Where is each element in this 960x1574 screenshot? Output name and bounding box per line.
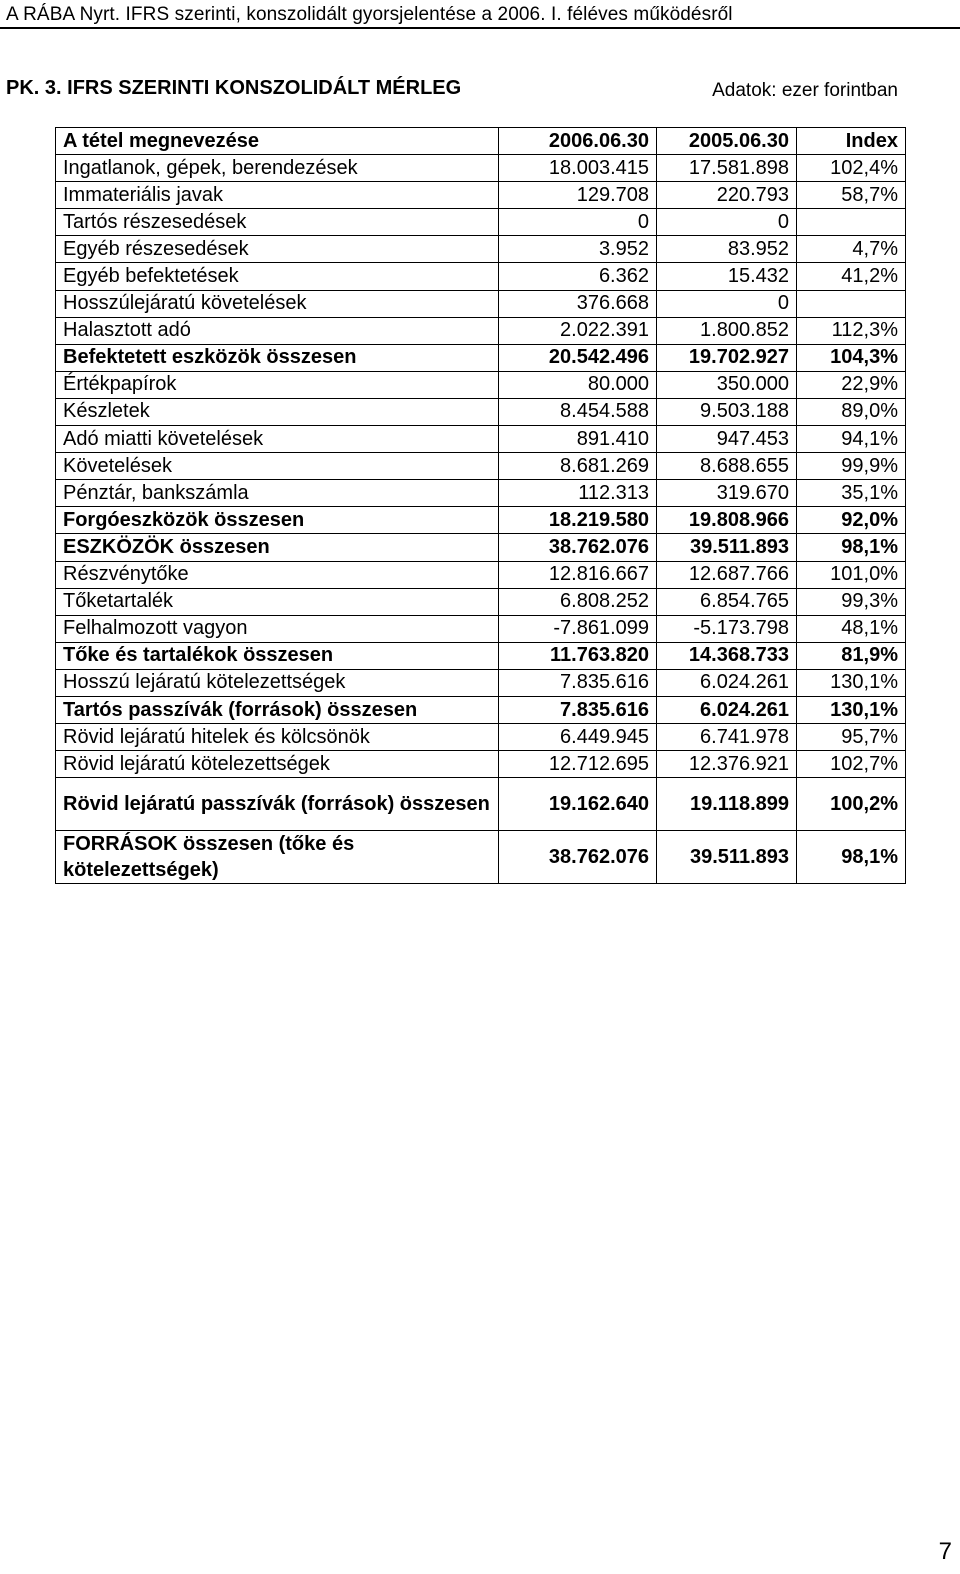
row-index: 22,9% [797, 371, 906, 398]
row-value-2006: 129.708 [499, 182, 657, 209]
row-index: 98,1% [797, 534, 906, 561]
row-index: 112,3% [797, 317, 906, 344]
table-row-total [56, 642, 906, 669]
row-value-2006: 11.763.820 [499, 642, 657, 669]
row-name: Rövid lejáratú hitelek és kölcsönök [56, 724, 499, 751]
row-value-2006: 18.219.580 [499, 507, 657, 534]
row-value-2006: 8.454.588 [499, 398, 657, 425]
row-value-2006: 12.816.667 [499, 561, 657, 588]
table-row [56, 588, 906, 615]
balance-sheet-table [55, 127, 906, 884]
header-index: Index [797, 128, 906, 155]
row-name: Tartós részesedések [56, 209, 499, 236]
row-value-2005: 319.670 [657, 480, 797, 507]
table-row [56, 453, 906, 480]
row-index: 58,7% [797, 182, 906, 209]
row-index: 94,1% [797, 426, 906, 453]
row-index: 89,0% [797, 398, 906, 425]
row-index: 102,7% [797, 751, 906, 778]
row-value-2006: 6.449.945 [499, 724, 657, 751]
row-name: Tartós passzívák (források) összesen [56, 696, 499, 723]
row-name: Értékpapírok [56, 371, 499, 398]
header-item-name: A tétel megnevezése [56, 128, 499, 155]
row-value-2005: 6.741.978 [657, 724, 797, 751]
row-value-2006: 38.762.076 [499, 534, 657, 561]
row-value-2005: 12.687.766 [657, 561, 797, 588]
section-title: PK. 3. IFRS SZERINTI KONSZOLIDÁLT MÉRLEG [6, 77, 462, 99]
row-index: 102,4% [797, 155, 906, 182]
row-index [797, 209, 906, 236]
table-row [56, 236, 906, 263]
table-header-row [56, 128, 906, 155]
table-row [56, 669, 906, 696]
row-index: 104,3% [797, 344, 906, 371]
row-index: 99,3% [797, 588, 906, 615]
row-value-2005: 6.024.261 [657, 696, 797, 723]
row-index: 99,9% [797, 453, 906, 480]
row-name: ESZKÖZÖK összesen [56, 534, 499, 561]
row-value-2006: 12.712.695 [499, 751, 657, 778]
row-name: Részvénytőke [56, 561, 499, 588]
running-header: A RÁBA Nyrt. IFRS szerinti, konszolidált gyorsjelentése a 2006. I. féléves működésről [6, 4, 733, 25]
row-value-2006: 7.835.616 [499, 696, 657, 723]
row-value-2006: 112.313 [499, 480, 657, 507]
row-name: FORRÁSOK összesen (tőke és kötelezettségek) [56, 831, 499, 884]
table-row [56, 371, 906, 398]
row-value-2005: 6.854.765 [657, 588, 797, 615]
table-row [56, 263, 906, 290]
row-name: Készletek [56, 398, 499, 425]
row-name: Hosszúlejáratú követelések [56, 290, 499, 317]
row-name: Felhalmozott vagyon [56, 615, 499, 642]
row-index: 100,2% [797, 778, 906, 831]
row-name: Immateriális javak [56, 182, 499, 209]
row-value-2005: 6.024.261 [657, 669, 797, 696]
units-note: Adatok: ezer forintban [712, 80, 898, 101]
row-value-2006: 80.000 [499, 371, 657, 398]
table-row [56, 155, 906, 182]
row-value-2006: 7.835.616 [499, 669, 657, 696]
header-2006: 2006.06.30 [499, 128, 657, 155]
row-value-2005: 0 [657, 290, 797, 317]
row-value-2006: 891.410 [499, 426, 657, 453]
row-index: 130,1% [797, 669, 906, 696]
row-value-2005: 0 [657, 209, 797, 236]
row-value-2006: 6.808.252 [499, 588, 657, 615]
table-row [56, 317, 906, 344]
row-value-2006: 2.022.391 [499, 317, 657, 344]
row-index: 4,7% [797, 236, 906, 263]
row-value-2005: 39.511.893 [657, 534, 797, 561]
row-index: 81,9% [797, 642, 906, 669]
row-value-2006: 6.362 [499, 263, 657, 290]
row-value-2005: 14.368.733 [657, 642, 797, 669]
row-name: Halasztott adó [56, 317, 499, 344]
row-value-2005: 15.432 [657, 263, 797, 290]
table-row-total [56, 831, 906, 884]
row-value-2005: 220.793 [657, 182, 797, 209]
table-row [56, 290, 906, 317]
row-value-2005: 9.503.188 [657, 398, 797, 425]
row-index: 95,7% [797, 724, 906, 751]
header-2005: 2005.06.30 [657, 128, 797, 155]
row-name: Hosszú lejáratú kötelezettségek [56, 669, 499, 696]
row-name: Adó miatti követelések [56, 426, 499, 453]
table-row-total [56, 534, 906, 561]
row-index: 98,1% [797, 831, 906, 884]
table-row-total [56, 344, 906, 371]
table-row-total [56, 696, 906, 723]
table-row [56, 615, 906, 642]
table-row-total [56, 507, 906, 534]
row-index: 92,0% [797, 507, 906, 534]
row-name: Befektetett eszközök összesen [56, 344, 499, 371]
table-row [56, 398, 906, 425]
row-index: 48,1% [797, 615, 906, 642]
row-value-2006: -7.861.099 [499, 615, 657, 642]
row-value-2006: 8.681.269 [499, 453, 657, 480]
row-value-2005: 17.581.898 [657, 155, 797, 182]
row-name: Forgóeszközök összesen [56, 507, 499, 534]
row-value-2006: 18.003.415 [499, 155, 657, 182]
row-value-2005: 947.453 [657, 426, 797, 453]
row-value-2005: 350.000 [657, 371, 797, 398]
row-value-2005: 39.511.893 [657, 831, 797, 884]
row-value-2006: 376.668 [499, 290, 657, 317]
row-value-2005: 19.702.927 [657, 344, 797, 371]
page-number: 7 [938, 1538, 952, 1565]
table-row [56, 480, 906, 507]
table-row [56, 209, 906, 236]
row-value-2006: 19.162.640 [499, 778, 657, 831]
row-name: Ingatlanok, gépek, berendezések [56, 155, 499, 182]
row-value-2005: 83.952 [657, 236, 797, 263]
table-row [56, 724, 906, 751]
row-name: Egyéb befektetések [56, 263, 499, 290]
table-row [56, 182, 906, 209]
row-name: Egyéb részesedések [56, 236, 499, 263]
header-rule [0, 27, 960, 29]
table-row [56, 561, 906, 588]
table-row-total [56, 778, 906, 831]
row-index: 101,0% [797, 561, 906, 588]
row-name: Tőketartalék [56, 588, 499, 615]
row-value-2006: 20.542.496 [499, 344, 657, 371]
row-value-2005: -5.173.798 [657, 615, 797, 642]
row-index: 35,1% [797, 480, 906, 507]
row-value-2005: 12.376.921 [657, 751, 797, 778]
row-value-2006: 3.952 [499, 236, 657, 263]
table-row [56, 426, 906, 453]
row-name: Követelések [56, 453, 499, 480]
row-value-2006: 0 [499, 209, 657, 236]
row-value-2006: 38.762.076 [499, 831, 657, 884]
row-index [797, 290, 906, 317]
row-value-2005: 19.808.966 [657, 507, 797, 534]
row-index: 41,2% [797, 263, 906, 290]
row-value-2005: 8.688.655 [657, 453, 797, 480]
row-name: Tőke és tartalékok összesen [56, 642, 499, 669]
row-name: Rövid lejáratú kötelezettségek [56, 751, 499, 778]
table-row [56, 751, 906, 778]
row-value-2005: 1.800.852 [657, 317, 797, 344]
row-name: Rövid lejáratú passzívák (források) összesen [56, 778, 499, 831]
row-index: 130,1% [797, 696, 906, 723]
row-name: Pénztár, bankszámla [56, 480, 499, 507]
row-value-2005: 19.118.899 [657, 778, 797, 831]
